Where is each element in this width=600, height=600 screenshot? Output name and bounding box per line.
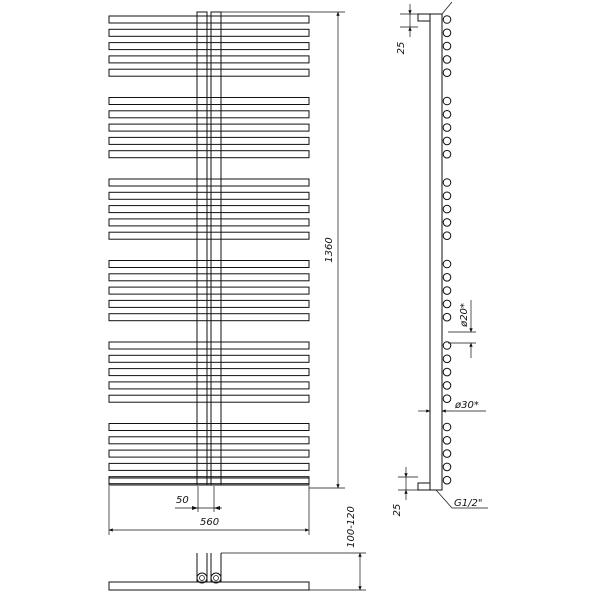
side-tube-section	[443, 395, 451, 403]
front-rail	[109, 219, 309, 226]
side-tube-section	[443, 219, 451, 227]
front-rail	[109, 124, 309, 131]
front-rail	[109, 179, 309, 186]
front-rail	[109, 261, 309, 268]
side-tube-section	[443, 69, 451, 77]
side-tube-section	[443, 205, 451, 213]
side-tube-section	[443, 423, 451, 431]
bottom-connection-stub	[418, 483, 430, 490]
side-tube-section	[443, 137, 451, 145]
width-label: 560	[200, 517, 220, 528]
front-rail	[109, 450, 309, 457]
front-rail	[109, 56, 309, 63]
front-rail	[109, 274, 309, 281]
collector-diameter-label: ø30*	[455, 400, 479, 411]
right-collector	[211, 12, 221, 485]
front-rail	[109, 424, 309, 431]
side-tube-section	[443, 16, 451, 24]
front-rail	[109, 300, 309, 307]
front-rail	[109, 111, 309, 118]
side-tube-section	[443, 97, 451, 105]
left-collector	[197, 12, 207, 485]
side-view	[392, 2, 488, 516]
side-tube-section	[443, 463, 451, 471]
side-tube-section	[443, 56, 451, 64]
side-tube-section	[443, 232, 451, 240]
front-rail	[109, 355, 309, 362]
top-connection-stub	[418, 14, 430, 21]
pipe-spacing-label: 50	[176, 495, 189, 506]
front-rail	[109, 369, 309, 376]
side-tube-section	[443, 450, 451, 458]
side-tube-section	[443, 150, 451, 158]
front-view	[109, 12, 345, 535]
bottom-offset-label: 25	[392, 503, 403, 517]
front-rail	[109, 463, 309, 470]
front-rail	[109, 151, 309, 158]
front-rail	[109, 232, 309, 239]
side-tube-section	[443, 29, 451, 37]
side-tube-section	[443, 274, 451, 282]
bottom-view-radiator	[109, 582, 309, 590]
front-rails	[109, 16, 309, 484]
front-rail	[109, 137, 309, 144]
side-tube-sections	[443, 16, 451, 484]
front-rail	[109, 342, 309, 349]
front-rail	[109, 206, 309, 213]
front-rail	[109, 29, 309, 36]
tube-diameter-label: ø20*	[459, 303, 470, 327]
front-rail	[109, 16, 309, 23]
wall-distance-label: 100-120	[346, 506, 357, 548]
height-label: 1360	[324, 237, 335, 263]
side-tube-section	[443, 42, 451, 50]
front-rail	[109, 287, 309, 294]
side-collector	[430, 14, 442, 490]
front-rail	[109, 314, 309, 321]
side-tube-section	[443, 124, 451, 132]
front-rail	[109, 382, 309, 389]
side-tube-section	[443, 368, 451, 376]
connection-label: G1/2"	[454, 498, 483, 509]
front-rail	[109, 437, 309, 444]
front-rail	[109, 69, 309, 76]
bottom-view	[109, 506, 366, 590]
side-tube-section	[443, 287, 451, 295]
side-tube-section	[443, 437, 451, 445]
side-tube-section	[443, 111, 451, 119]
front-rail	[109, 395, 309, 402]
top-offset-label: 25	[396, 41, 407, 55]
side-tube-section	[443, 476, 451, 484]
front-rail	[109, 192, 309, 199]
side-tube-section	[443, 300, 451, 308]
side-tube-section	[443, 355, 451, 363]
front-rail	[109, 43, 309, 50]
side-tube-section	[443, 260, 451, 268]
side-tube-section	[443, 313, 451, 321]
front-rail	[109, 98, 309, 105]
side-tube-section	[443, 192, 451, 200]
side-tube-section	[443, 179, 451, 187]
side-tube-section	[443, 382, 451, 390]
